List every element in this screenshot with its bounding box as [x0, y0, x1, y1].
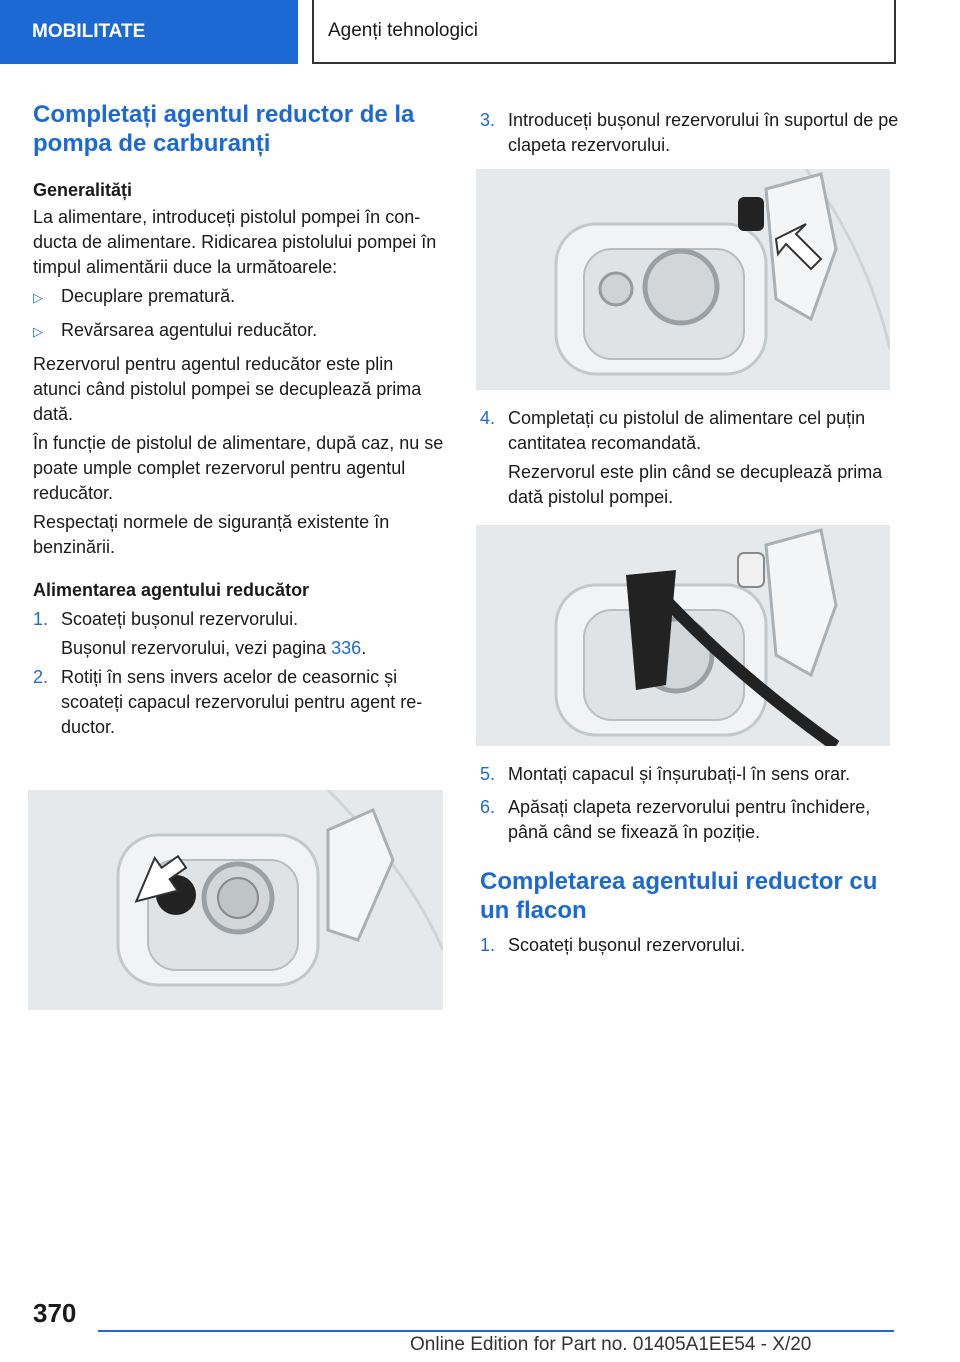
step-text: Completați cu pistolul de alimentare cel puțin cantitatea recomandată. — [508, 408, 866, 453]
step-number: 6. — [480, 797, 496, 817]
step-text: Montați capacul și înșurubați-l în sens orar. — [508, 764, 851, 784]
chapter-label: Agenți tehnologici — [328, 20, 478, 41]
bullet-text: Decuplare prematură. — [61, 286, 236, 306]
step-item — [480, 108, 900, 158]
footer-divider — [98, 1330, 894, 1332]
paragraph: Respectați normele de siguranță existente în benzinării. — [33, 512, 390, 557]
step-text: Scoateți bușonul rezervorului. — [508, 935, 746, 955]
fuel-flap-illustration — [28, 790, 443, 1010]
general-heading: Generalități — [33, 180, 133, 200]
step-note-end: . — [361, 638, 367, 658]
left-column — [33, 100, 445, 742]
page-link[interactable]: 336 — [331, 638, 362, 658]
step-item — [480, 406, 900, 456]
step-note-text: Bușonul rezervorului, vezi pagina — [61, 638, 332, 658]
step-number: 3. — [480, 110, 496, 130]
step-item — [480, 795, 900, 845]
paragraph: În funcție de pistolul de alimentare, după caz, nu se poate umple complet rezervorul pentru agentul reducător. — [33, 433, 444, 503]
step-number: 5. — [480, 764, 496, 784]
step-note — [33, 636, 445, 661]
bullet-item — [33, 318, 445, 344]
figure-remove-cap — [28, 790, 443, 1010]
fill-heading: Alimentarea agentului reducător — [33, 580, 310, 600]
step-text: Introduceți bușonul rezervorului în suportul de pe clapeta rezervorului. — [508, 110, 899, 155]
step-item — [480, 933, 900, 958]
section-label: MOBILITATE — [32, 21, 146, 42]
section-title: Completați agentul reductor de la pompa de carburanți — [33, 101, 415, 157]
section-title-2: Completarea agentului reductor cu un flacon — [480, 868, 878, 924]
paragraph: Rezervorul pentru agentul reducător este plin atunci când pistolul pompei se decuplează prima dată. — [33, 354, 422, 424]
step-text: Rotiți în sens invers acelor de ceasornic și scoateți capacul rezervorului pentru agent reductor. — [61, 667, 423, 737]
page-number: 370 — [33, 1298, 77, 1328]
edition-text: Online Edition for Part no. 01405A1EE54 - X/20 — [410, 1334, 812, 1355]
step-number: 1. — [33, 609, 49, 629]
step-number: 1. — [480, 935, 496, 955]
step-text: Apăsați clapeta rezervorului pentru închidere, până când se fixează în poziție. — [508, 797, 871, 842]
bullet-item — [33, 284, 445, 310]
step-item — [33, 607, 445, 632]
step-item — [480, 762, 900, 787]
step-text: Scoateți bușonul rezervorului. — [61, 609, 299, 629]
step-item — [33, 665, 445, 740]
right-column-top — [480, 104, 900, 160]
step-number: 4. — [480, 408, 496, 428]
chapter-header — [312, 0, 896, 64]
figure-nozzle — [476, 525, 890, 746]
right-column-bottom — [480, 758, 900, 960]
step-note: Rezervorul este plin când se decuplează prima dată pistolul pompei. — [508, 462, 883, 507]
bullet-text: Revărsarea agentului reducător. — [61, 320, 318, 340]
right-column-mid — [480, 402, 900, 514]
figure-cap-in-holder — [476, 169, 890, 390]
cap-holder-illustration — [476, 169, 890, 390]
section-tab — [0, 0, 298, 64]
triangle-right-outline-icon: ▷ — [33, 290, 43, 305]
nozzle-illustration — [476, 525, 890, 746]
triangle-right-outline-icon: ▷ — [33, 324, 43, 339]
step-number: 2. — [33, 667, 49, 687]
paragraph: La alimentare, introduceți pistolul pompei în conducta de alimentare. Ridicarea pistolului pompei în timpul alimentării duce la următoarele: — [33, 207, 437, 277]
